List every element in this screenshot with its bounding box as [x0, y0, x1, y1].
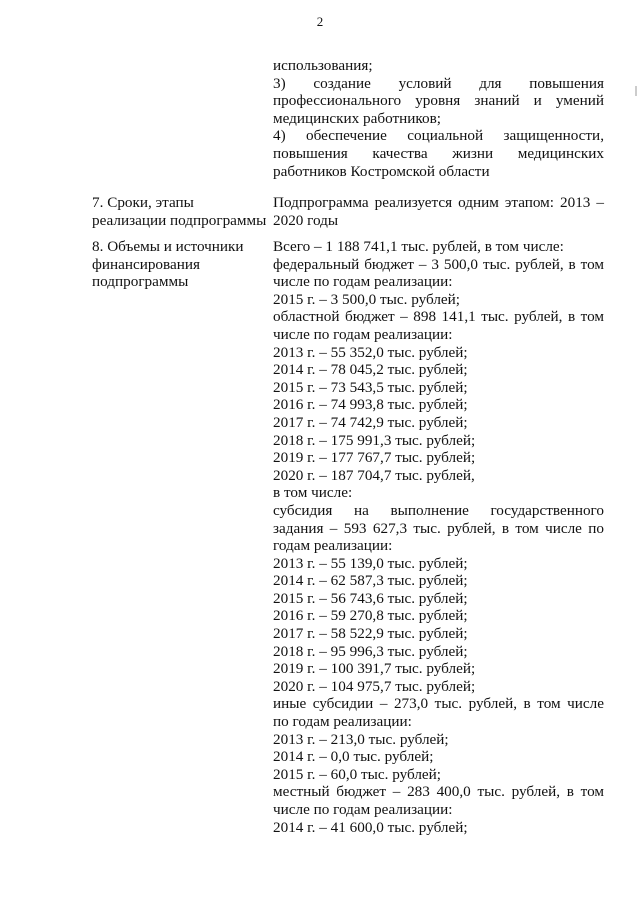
text-line: работников Костромской области [273, 162, 490, 180]
text-line: 2020 годы [273, 211, 339, 229]
text-line: числе по годам реализации: [273, 273, 453, 291]
text-line: 2018 г. – 95 996,3 тыс. рублей; [273, 642, 468, 660]
text-line: 2020 г. – 104 975,7 тыс. рублей; [273, 677, 476, 695]
text-line: медицинских работников; [273, 109, 441, 127]
text-line: профессионального уровня знаний и умений [273, 92, 604, 110]
text-line: 2013 г. – 213,0 тыс. рублей; [273, 730, 449, 748]
text-line: 2015 г. – 56 743,6 тыс. рублей; [273, 589, 468, 607]
text-line: 2020 г. – 187 704,7 тыс. рублей, [273, 466, 475, 484]
label-line: реализации подпрограммы [92, 211, 267, 229]
scan-edge-mark [635, 86, 637, 96]
text-line: 2017 г. – 74 742,9 тыс. рублей; [273, 413, 468, 431]
text-line: Всего – 1 188 741,1 тыс. рублей, в том числе: [273, 238, 564, 255]
text-line: иные субсидии – 273,0 тыс. рублей, в том числе [273, 695, 604, 713]
text-line: 2014 г. – 41 600,0 тыс. рублей; [273, 818, 468, 836]
text-line: задания – 593 627,3 тыс. рублей, в том числе по [273, 519, 604, 537]
label-line: финансирования [92, 255, 200, 273]
text-line: 2014 г. – 78 045,2 тыс. рублей; [273, 361, 468, 379]
text-line: 2019 г. – 100 391,7 тыс. рублей; [273, 660, 476, 678]
text-line: числе по годам реализации: [273, 325, 453, 343]
text-line: 2019 г. – 177 767,7 тыс. рублей; [273, 449, 476, 467]
text-line: 4) обеспечение социальной защищенности, [273, 127, 604, 145]
text-line: годам реализации: [273, 537, 393, 555]
text-line: 3) создание условий для повышения [273, 74, 604, 92]
text-line: 2013 г. – 55 139,0 тыс. рублей; [273, 554, 468, 572]
label-line: подпрограммы [92, 273, 189, 291]
section-7-label [92, 194, 272, 229]
text-line: 2013 г. – 55 352,0 тыс. рублей; [273, 343, 468, 361]
text-line: 2015 г. – 60,0 тыс. рублей; [273, 765, 442, 783]
text-line: 2016 г. – 59 270,8 тыс. рублей; [273, 607, 468, 625]
text-line: областной бюджет – 898 141,1 тыс. рублей, в том [273, 308, 604, 326]
text-line: числе по годам реализации: [273, 801, 453, 818]
text-line: 2014 г. – 62 587,3 тыс. рублей; [273, 572, 468, 590]
text-line: использования; [273, 57, 373, 74]
section-8-value [273, 238, 604, 836]
intro-text-block [273, 57, 604, 180]
text-line: в том числе: [273, 484, 353, 502]
text-line: 2016 г. – 74 993,8 тыс. рублей; [273, 396, 468, 414]
text-line: федеральный бюджет – 3 500,0 тыс. рублей, в том [273, 255, 604, 273]
label-line: 7. Сроки, этапы [92, 194, 194, 211]
text-line: субсидия на выполнение государственного [273, 501, 604, 519]
text-line: Подпрограмма реализуется одним этапом: 2013 – [273, 194, 604, 211]
text-line: 2017 г. – 58 522,9 тыс. рублей; [273, 625, 468, 643]
text-line: повышения качества жизни медицинских [273, 144, 604, 162]
text-line: 2014 г. – 0,0 тыс. рублей; [273, 748, 434, 766]
label-line: 8. Объемы и источники [92, 238, 244, 255]
text-line: 2015 г. – 73 543,5 тыс. рублей; [273, 378, 468, 396]
text-line: 2018 г. – 175 991,3 тыс. рублей; [273, 431, 476, 449]
text-line: местный бюджет – 283 400,0 тыс. рублей, в том [273, 783, 604, 801]
section-8-label [92, 238, 272, 291]
page-number: 2 [316, 14, 324, 29]
section-7-value [273, 194, 604, 229]
text-line: 2015 г. – 3 500,0 тыс. рублей; [273, 290, 461, 308]
text-line: по годам реализации: [273, 713, 412, 731]
